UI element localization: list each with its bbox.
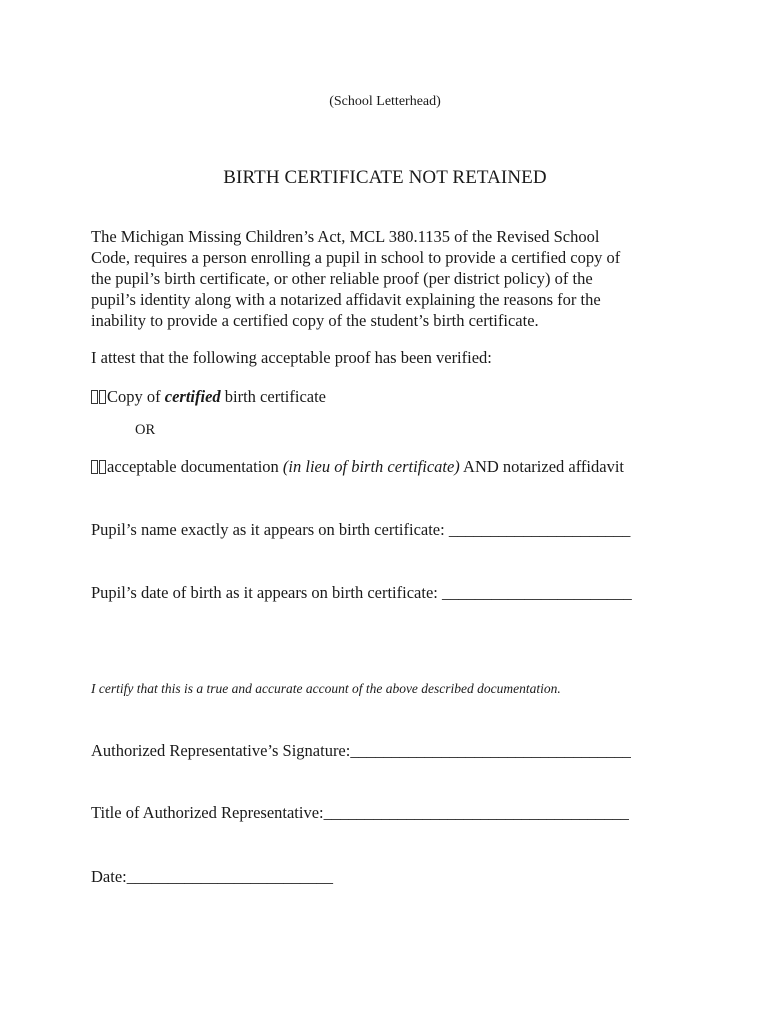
document-title: BIRTH CERTIFICATE NOT RETAINED	[223, 167, 547, 188]
intro-line: pupil’s identity along with a notarized affidavit explaining the reasons for the	[91, 290, 601, 309]
intro-line: inability to provide a certified copy of the student’s birth certificate.	[91, 311, 539, 330]
pupil-dob-field[interactable]: Pupil’s date of birth as it appears on birth certificate: _______________________	[91, 583, 632, 602]
intro-line: Code, requires a person enrolling a pupil in school to provide a certified copy of	[91, 248, 621, 267]
checkbox[interactable]	[99, 390, 106, 404]
option-suffix: birth certificate	[220, 387, 326, 406]
pupil-name-field[interactable]: Pupil’s name exactly as it appears on birth certificate: ______________________	[91, 520, 631, 539]
intro-paragraph	[91, 226, 671, 331]
option-emphasis: (in lieu of birth certificate)	[282, 457, 460, 476]
option-prefix: acceptable documentation	[107, 457, 283, 476]
or-label: OR	[135, 422, 156, 438]
checkbox[interactable]	[91, 460, 98, 474]
intro-line: the pupil’s birth certificate, or other reliable proof (per district policy) of the	[91, 269, 593, 288]
rep-title-field[interactable]: Title of Authorized Representative:_____________________________________	[91, 803, 629, 822]
option-emphasis: certified	[164, 387, 221, 406]
intro-line: The Michigan Missing Children’s Act, MCL 380.1135 of the Revised School	[91, 227, 600, 246]
option-suffix: AND notarized affidavit	[459, 457, 624, 476]
school-letterhead: (School Letterhead)	[329, 94, 441, 109]
signature-field[interactable]: Authorized Representative’s Signature:__________________________________	[91, 741, 631, 760]
attest-statement: I attest that the following acceptable proof has been verified:	[91, 348, 492, 367]
checkbox[interactable]	[99, 460, 106, 474]
checkbox[interactable]	[91, 390, 98, 404]
date-field[interactable]: Date:_________________________	[91, 867, 333, 886]
certification-statement: I certify that this is a true and accurate account of the above described documentation.	[91, 681, 561, 696]
option-prefix: Copy of	[107, 387, 165, 406]
option-documentation	[91, 457, 624, 477]
option-certified-copy	[91, 387, 326, 407]
